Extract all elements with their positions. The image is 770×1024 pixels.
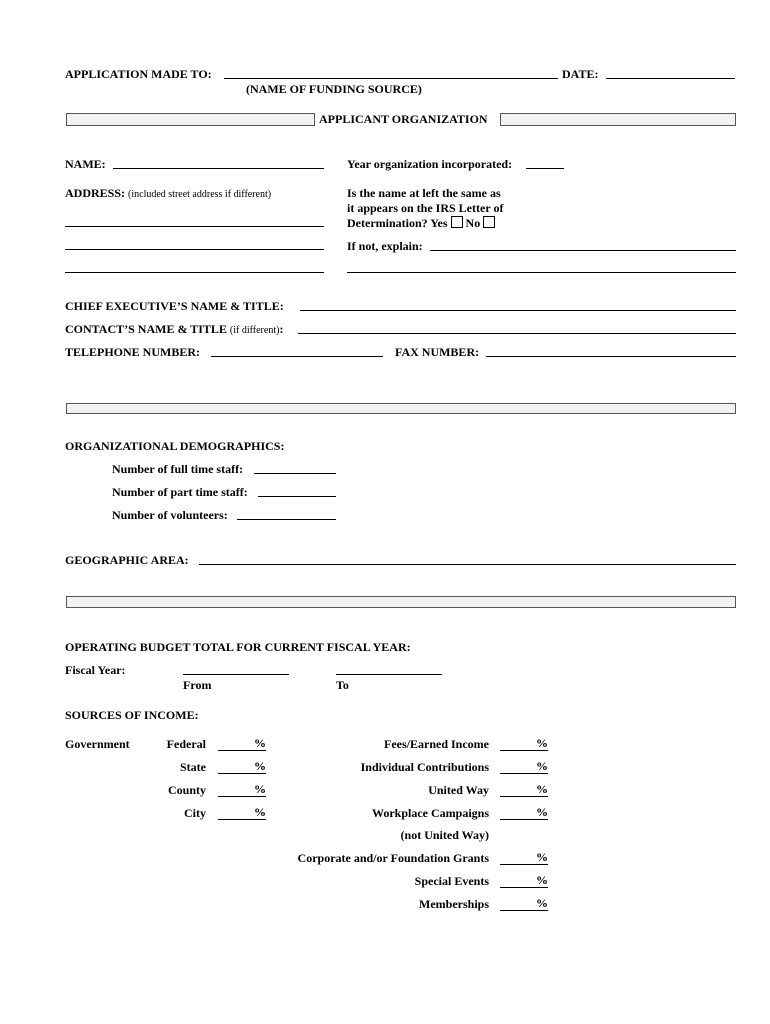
applicant-organization-title: APPLICANT ORGANIZATION: [319, 112, 488, 126]
telephone-field[interactable]: [211, 356, 383, 357]
chief-executive-label: CHIEF EXECUTIVE’S NAME & TITLE:: [65, 299, 284, 313]
name-field[interactable]: [113, 168, 324, 169]
date-field[interactable]: [606, 78, 735, 79]
federal-label: Federal: [166, 737, 206, 751]
percent-sign: %: [254, 759, 266, 773]
grants-percent-field[interactable]: [500, 851, 548, 865]
volunteers-label: Number of volunteers:: [112, 508, 228, 522]
fiscal-year-label: Fiscal Year:: [65, 663, 126, 677]
fax-field[interactable]: [486, 356, 736, 357]
special-events-label: Special Events: [414, 874, 489, 888]
corporate-foundation-grants-label: Corporate and/or Foundation Grants: [297, 851, 489, 865]
percent-sign: %: [536, 759, 548, 773]
telephone-label: TELEPHONE NUMBER:: [65, 345, 201, 359]
fees-earned-income-label: Fees/Earned Income: [384, 737, 489, 751]
address-line-3[interactable]: [65, 272, 324, 273]
individual-contributions-label: Individual Contributions: [360, 760, 489, 774]
contact-name-field[interactable]: [298, 333, 736, 334]
percent-sign: %: [536, 782, 548, 796]
contact-name-label-group: [65, 322, 283, 338]
special-events-percent-field[interactable]: [500, 874, 548, 888]
address-line-2[interactable]: [65, 249, 324, 250]
section-divider-demographics: [66, 403, 736, 414]
application-made-to-label: APPLICATION MADE TO:: [65, 67, 212, 81]
full-time-label: Number of full time staff:: [112, 462, 244, 476]
funding-source-caption: (NAME OF FUNDING SOURCE): [246, 82, 422, 96]
volunteers-field[interactable]: [237, 519, 336, 520]
percent-sign: %: [536, 873, 548, 887]
no-checkbox[interactable]: [483, 216, 495, 228]
section-divider-budget: [66, 596, 736, 608]
sources-of-income-title: SOURCES OF INCOME:: [65, 708, 199, 722]
full-time-field[interactable]: [254, 473, 336, 474]
name-label: NAME:: [65, 157, 106, 171]
fiscal-year-from-field[interactable]: [183, 674, 289, 675]
irs-question-line-3: [347, 216, 495, 230]
united-way-percent-field[interactable]: [500, 783, 548, 797]
year-incorporated-field[interactable]: [526, 168, 564, 169]
government-label: Government: [65, 737, 130, 751]
not-united-way-note: (not United Way): [400, 828, 489, 842]
yes-checkbox[interactable]: [451, 216, 463, 228]
address-line-1[interactable]: [65, 226, 324, 227]
city-percent-field[interactable]: [218, 806, 266, 820]
united-way-label: United Way: [428, 783, 489, 797]
part-time-field[interactable]: [258, 496, 336, 497]
city-label: City: [184, 806, 206, 820]
no-label: No: [465, 216, 481, 230]
to-label: To: [336, 678, 349, 692]
workplace-campaigns-label: Workplace Campaigns: [371, 806, 489, 820]
geographic-area-field[interactable]: [199, 564, 736, 565]
contact-note: (if different): [229, 325, 280, 336]
explain-line-2[interactable]: [347, 272, 736, 273]
memberships-percent-field[interactable]: [500, 897, 548, 911]
fees-percent-field[interactable]: [500, 737, 548, 751]
contact-name-label: CONTACT’S NAME & TITLE: [65, 322, 227, 336]
section-divider-left: [66, 113, 315, 126]
state-percent-field[interactable]: [218, 760, 266, 774]
percent-sign: %: [536, 850, 548, 864]
percent-sign: %: [536, 736, 548, 750]
section-divider-right: [500, 113, 736, 126]
workplace-percent-field[interactable]: [500, 806, 548, 820]
fiscal-year-to-field[interactable]: [336, 674, 442, 675]
irs-yes-label: Determination? Yes: [347, 216, 448, 230]
percent-sign: %: [254, 782, 266, 796]
chief-executive-field[interactable]: [300, 310, 736, 311]
state-label: State: [180, 760, 206, 774]
percent-sign: %: [254, 805, 266, 819]
address-note: (included street address if different): [128, 189, 272, 200]
county-percent-field[interactable]: [218, 783, 266, 797]
year-incorporated-label: Year organization incorporated:: [347, 157, 513, 171]
part-time-label: Number of part time staff:: [112, 485, 248, 499]
demographics-title: ORGANIZATIONAL DEMOGRAPHICS:: [65, 439, 285, 453]
irs-question-line-1: Is the name at left the same as: [347, 186, 501, 200]
county-label: County: [167, 783, 206, 797]
contact-colon: :: [279, 322, 284, 336]
operating-budget-title: OPERATING BUDGET TOTAL FOR CURRENT FISCAL YEAR:: [65, 640, 411, 654]
address-label-group: [65, 186, 271, 202]
from-label: From: [183, 678, 212, 692]
funding-source-field[interactable]: [224, 78, 558, 79]
irs-question-line-2: it appears on the IRS Letter of: [347, 201, 504, 215]
if-not-explain-label: If not, explain:: [347, 239, 423, 253]
percent-sign: %: [536, 805, 548, 819]
date-label: DATE:: [562, 67, 599, 81]
fax-label: FAX NUMBER:: [395, 345, 480, 359]
explain-line-1[interactable]: [430, 250, 736, 251]
percent-sign: %: [536, 896, 548, 910]
address-label: ADDRESS:: [65, 186, 126, 200]
individual-percent-field[interactable]: [500, 760, 548, 774]
percent-sign: %: [254, 736, 266, 750]
memberships-label: Memberships: [419, 897, 489, 911]
geographic-area-label: GEOGRAPHIC AREA:: [65, 553, 189, 567]
federal-percent-field[interactable]: [218, 737, 266, 751]
